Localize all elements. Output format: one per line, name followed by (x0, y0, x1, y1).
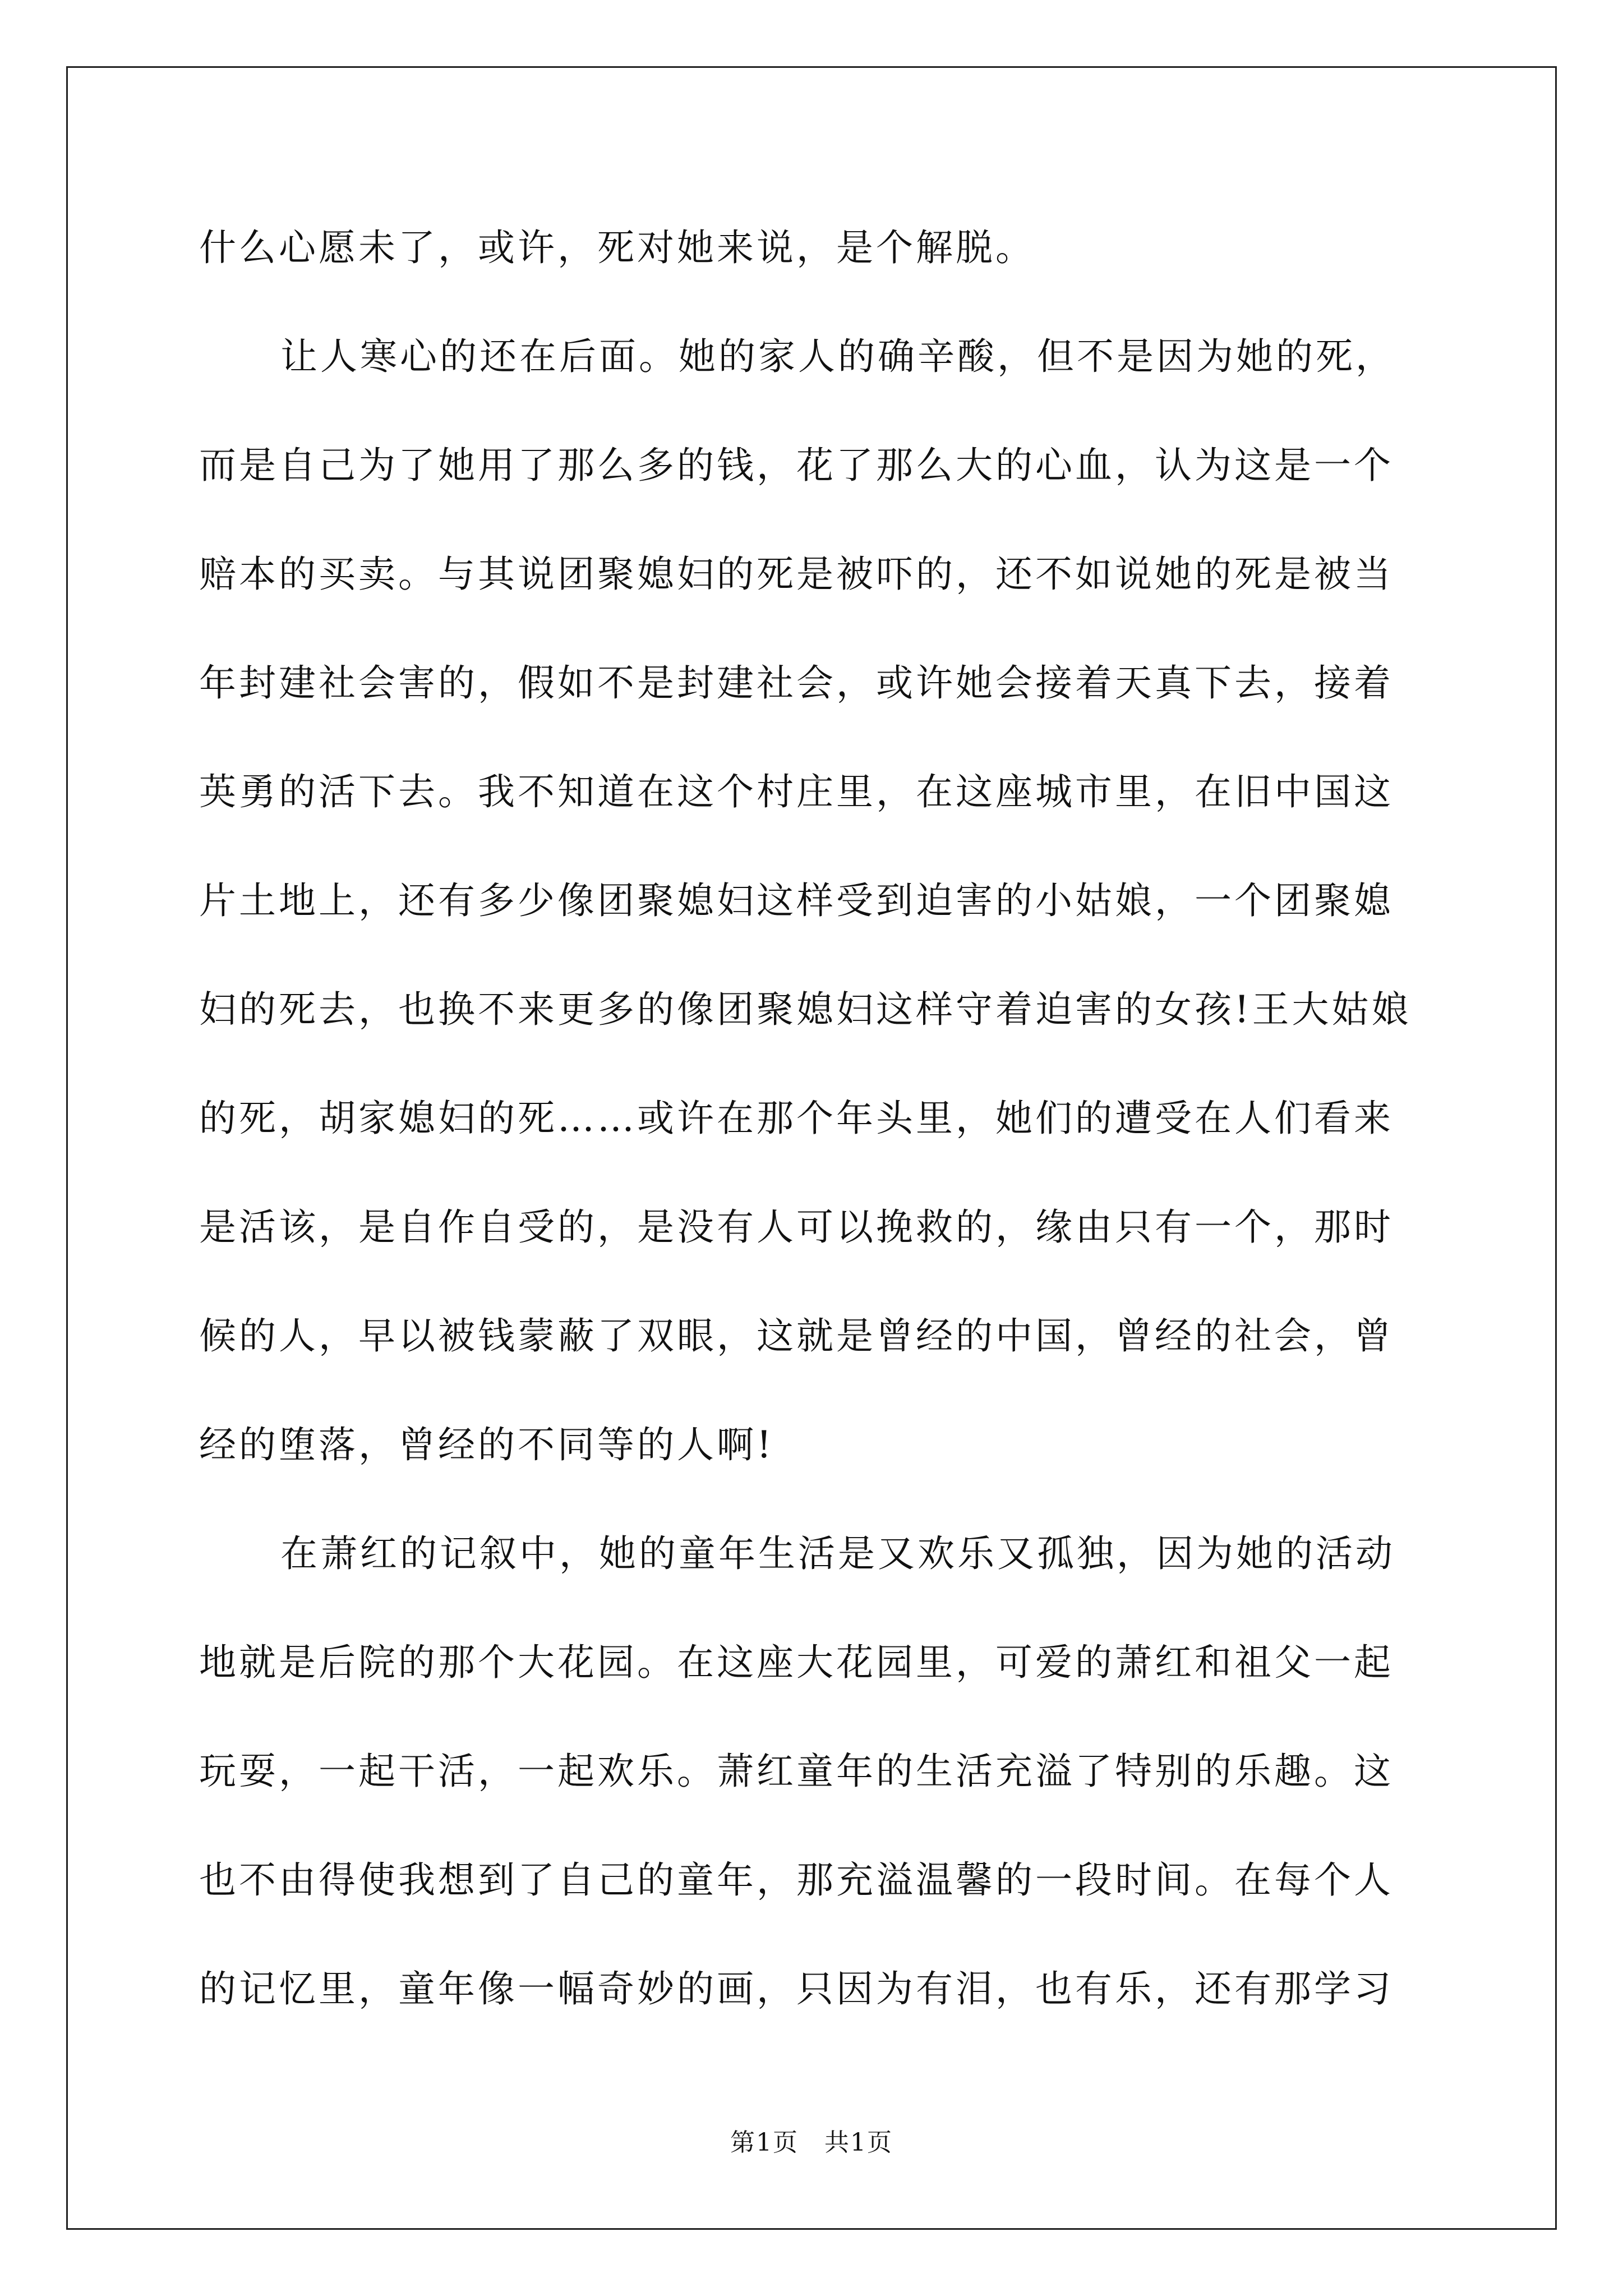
text-line: 候的人，早以被钱蒙蔽了双眼，这就是曾经的中国，曾经的社会，曾 (199, 1314, 1394, 1358)
text-line: 经的堕落，曾经的不同等的人啊! (199, 1423, 774, 1466)
text-line: 而是自己为了她用了那么多的钱，花了那么大的心血，认为这是一个 (199, 444, 1394, 487)
text-line: 妇的死去，也换不来更多的像团聚媳妇这样守着迫害的女孩!王大姑娘 (199, 988, 1412, 1031)
text-line: 什么心愿未了，或许，死对她来说，是个解脱。 (199, 226, 1035, 269)
text-line: 英勇的活下去。我不知道在这个村庄里，在这座城市里，在旧中国这 (199, 770, 1394, 813)
text-line: 地就是后院的那个大花园。在这座大花园里，可爱的萧红和祖父一起 (199, 1641, 1394, 1684)
text-line: 年封建社会害的，假如不是封建社会，或许她会接着天真下去，接着 (199, 661, 1394, 705)
text-line: 也不由得使我想到了自己的童年，那充溢温馨的一段时间。在每个人 (199, 1858, 1394, 1902)
text-line: 的死，胡家媳妇的死……或许在那个年头里，她们的遭受在人们看来 (199, 1097, 1394, 1140)
text-line: 片土地上，还有多少像团聚媳妇这样受到迫害的小姑娘，一个团聚媳 (199, 879, 1394, 922)
text-line: 让人寒心的还在后面。她的家人的确辛酸，但不是因为她的死， (280, 335, 1395, 378)
text-line: 玩耍，一起干活，一起欢乐。萧红童年的生活充溢了特别的乐趣。这 (199, 1750, 1394, 1793)
text-line: 是活该，是自作自受的，是没有人可以挽救的，缘由只有一个，那时 (199, 1205, 1394, 1249)
text-line: 赔本的买卖。与其说团聚媳妇的死是被吓的，还不如说她的死是被当 (199, 553, 1394, 596)
text-line: 的记忆里，童年像一幅奇妙的画，只因为有泪，也有乐，还有那学习 (199, 1967, 1394, 2010)
page-border (66, 66, 1557, 2230)
page-footer: 第1页 共1页 (730, 2128, 893, 2157)
text-line: 在萧红的记叙中，她的童年生活是又欢乐又孤独，因为她的活动 (280, 1532, 1395, 1575)
